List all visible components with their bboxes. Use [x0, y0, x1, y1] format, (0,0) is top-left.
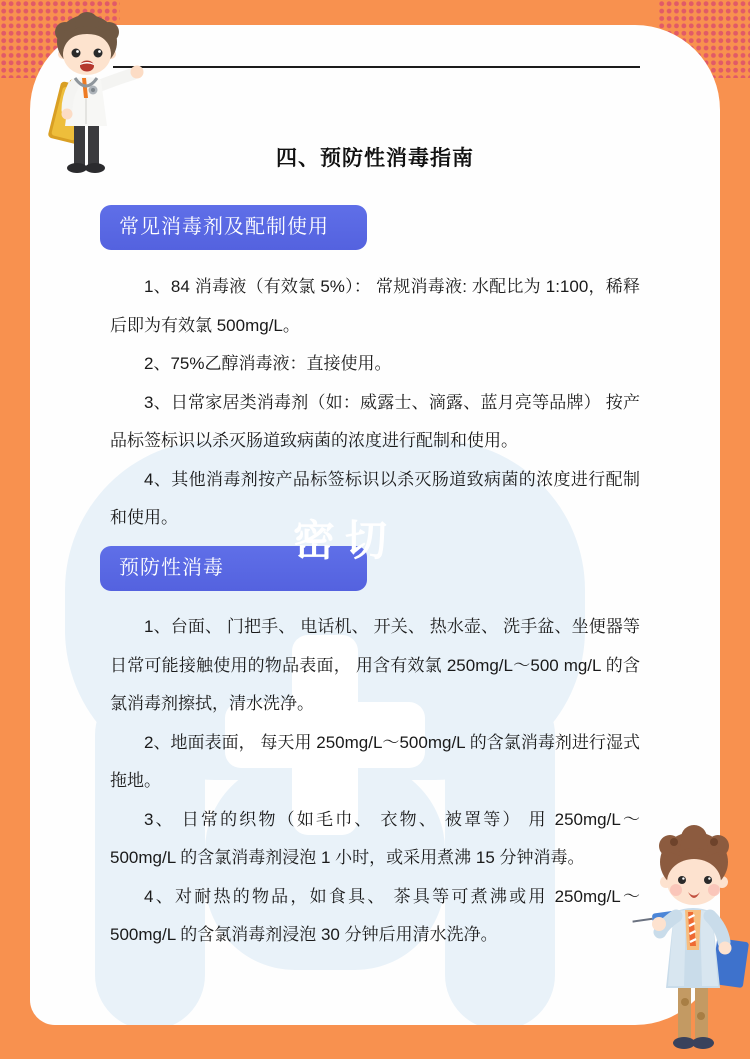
paragraph: 4、其他消毒剂按产品标签标识以杀灭肠道致病菌的浓度进行配制和使用。 — [110, 469, 640, 527]
paragraph: 3、日常家居类消毒剂（如：威露士、滴露、蓝月亮等品牌） 按产品标签标识以杀灭肠道致病菌的浓度进行配制和使用。 — [110, 392, 640, 450]
doctor-cartoon-icon — [25, 2, 150, 180]
boy-doctor-cartoon-icon — [630, 820, 750, 1059]
watermark-text: 密切 — [293, 517, 398, 564]
section-preventive-body — [110, 608, 640, 955]
section-badge-preventive: 预防性消毒 — [100, 546, 367, 591]
paragraph: 1、台面、 门把手、 电话机、 开关、 热水壶、 洗手盆、坐便器等日常可能接触使用的物品表面， 用含有效氯 250mg/L～500 mg/L 的含氯消毒剂擦拭，清水洗净。 — [110, 617, 640, 713]
page-title: 四、预防性消毒指南 — [276, 147, 474, 170]
section-disinfectants-body — [110, 268, 640, 538]
paragraph: 3、 日常的织物（如毛巾、 衣物、 被罩等） 用 250mg/L～500mg/L 的含氯消毒剂浸泡 1 小时，或采用煮沸 15 分钟消毒。 — [110, 809, 640, 867]
paragraph: 4、对耐热的物品，如食具、 茶具等可煮沸或用 250mg/L～500mg/L 的含氯消毒剂浸泡 30 分钟后用清水洗净。 — [110, 886, 640, 944]
paragraph: 1、84 消毒液（有效氯 5%）： 常规消毒液: 水配比为 1:100，稀释后即为有效氯 500mg/L。 — [110, 277, 640, 335]
paragraph: 2、75%乙醇消毒液：直接使用。 — [144, 354, 392, 373]
header-rule — [113, 66, 640, 68]
paragraph: 2、地面表面， 每天用 250mg/L～500mg/L 的含氯消毒剂进行湿式拖地。 — [110, 732, 640, 790]
section-badge-disinfectants: 常见消毒剂及配制使用 — [100, 205, 367, 250]
